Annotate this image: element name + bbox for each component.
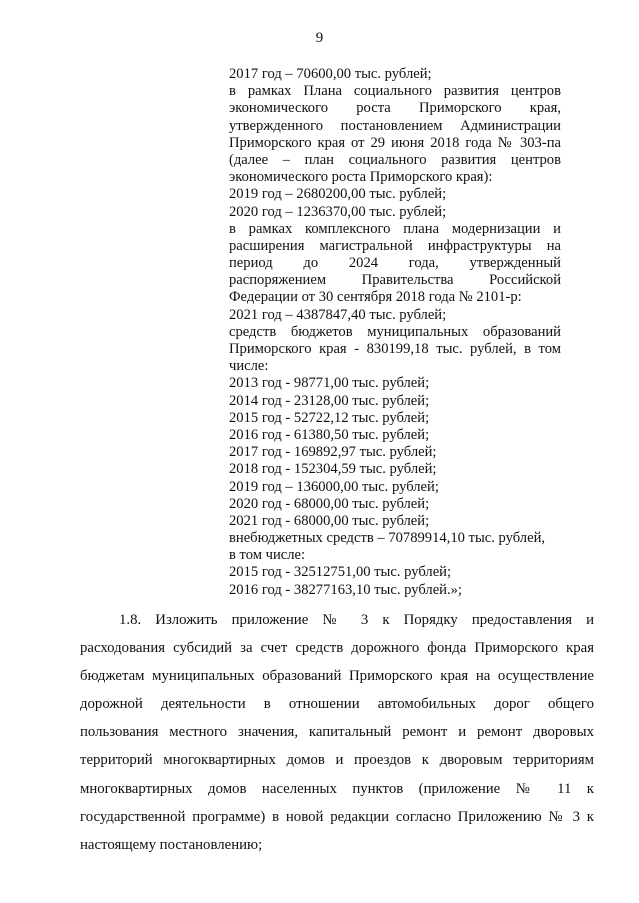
column-text-line: 2019 год – 136000,00 тыс. рублей;	[229, 478, 439, 495]
paragraph-text-line: бюджетам муниципальных образований Приморского края на осуществление	[80, 668, 594, 685]
body-paragraph	[80, 606, 594, 859]
column-text-line: 2021 год - 68000,00 тыс. рублей;	[229, 512, 430, 529]
paragraph-text-line: настоящему постановлению;	[80, 836, 263, 853]
funding-sources-column	[229, 66, 561, 599]
paragraph-text-line: многоквартирных домов населенных пунктов (приложение № 11 к	[80, 780, 594, 797]
column-text-line: экономического роста Приморского края,	[229, 100, 561, 117]
column-text-line: (далее – план социального развития центров	[229, 151, 561, 168]
column-text-line: внебюджетных средств – 70789914,10 тыс. рублей,	[229, 530, 546, 547]
paragraph-text-line: расходования субсидий за счет средств дорожного фонда Приморского края	[80, 640, 594, 657]
column-text-line: 2013 год - 98771,00 тыс. рублей;	[229, 375, 430, 392]
column-text-line: числе:	[229, 358, 269, 375]
paragraph-text-line: 1.8. Изложить приложение № 3 к Порядку предоставления и	[119, 612, 594, 628]
column-text-line: экономического роста Приморского края):	[229, 169, 493, 186]
column-text-line: Приморского края от 29 июня 2018 года № 303-па	[229, 134, 561, 151]
column-text-line: Федерации от 30 сентября 2018 года № 2101-р:	[229, 289, 522, 306]
column-text-line: средств бюджетов муниципальных образований	[229, 323, 561, 340]
column-text-line: 2020 год - 68000,00 тыс. рублей;	[229, 495, 430, 512]
column-text-line: утвержденного постановлением Администрации	[229, 117, 561, 134]
paragraph-text-line: дорожной деятельности в отношении автомобильных дорог общего	[80, 696, 594, 713]
paragraph-text-line: территорий многоквартирных домов и проездов к дворовым территориям	[80, 752, 594, 769]
column-text-line: 2016 год - 61380,50 тыс. рублей;	[229, 426, 430, 443]
column-text-line: расширения магистральной инфраструктуры на	[229, 237, 561, 254]
column-text-line: 2019 год – 2680200,00 тыс. рублей;	[229, 186, 447, 203]
column-text-line: в том числе:	[229, 547, 306, 564]
page-number: 9	[315, 30, 324, 46]
column-text-line: 2014 год - 23128,00 тыс. рублей;	[229, 392, 430, 409]
column-text-line: период до 2024 года, утвержденный	[229, 255, 561, 272]
column-text-line: 2020 год – 1236370,00 тыс. рублей;	[229, 203, 447, 220]
column-text-line: 2015 год - 32512751,00 тыс. рублей;	[229, 564, 452, 581]
column-text-line: 2017 год – 70600,00 тыс. рублей;	[229, 66, 432, 82]
column-text-line: Приморского края - 830199,18 тыс. рублей, в том	[229, 341, 561, 357]
column-text-line: 2021 год – 4387847,40 тыс. рублей;	[229, 306, 447, 323]
paragraph-text-line: пользования местного значения, капитальный ремонт и ремонт дворовых	[80, 724, 594, 741]
column-text-line: в рамках Плана социального развития центров	[229, 83, 561, 100]
column-text-line: 2015 год - 52722,12 тыс. рублей;	[229, 409, 430, 426]
column-text-line: в рамках комплексного плана модернизации и	[229, 220, 561, 237]
paragraph-text-line: государственной программе) в новой редакции согласно Приложению № 3 к	[80, 808, 594, 825]
column-text-line: 2017 год - 169892,97 тыс. рублей;	[229, 444, 437, 461]
column-text-line: распоряжением Правительства Российской	[229, 272, 561, 289]
column-text-line: 2016 год - 38277163,10 тыс. рублей.»;	[229, 581, 462, 598]
column-text-line: 2018 год - 152304,59 тыс. рублей;	[229, 461, 437, 478]
